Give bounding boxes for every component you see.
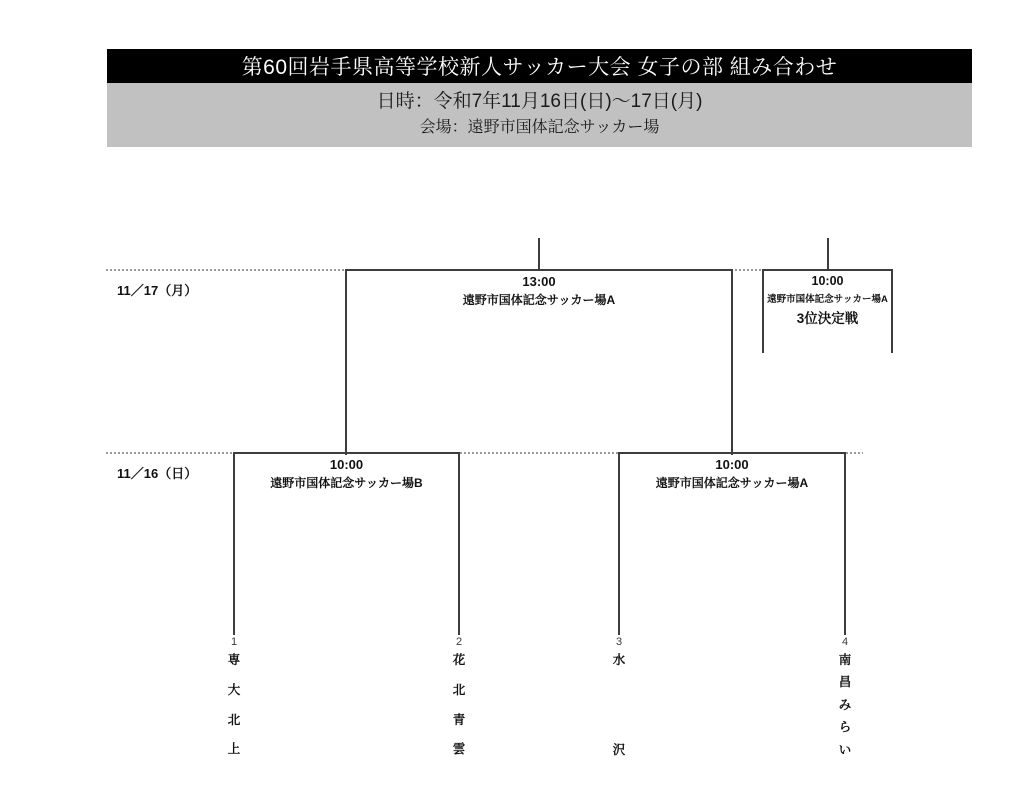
third-place-top-line [762,269,893,271]
team-name-char: 上 [227,742,241,757]
team-name-char: 南 [838,653,852,667]
semifinal1-match-time: 10:00 [329,457,364,472]
semifinal2-top-line [618,452,846,454]
final-match-venue: 遠野市国体記念サッカー場A [462,293,616,307]
day1-date-label: 11／16（日） [117,466,198,481]
day1-guide-dotted-line-right [846,452,863,454]
team-seed-number: 4 [841,636,849,648]
tournament-datetime: 日時：令和7年11月16日(日)～17日(月) [376,91,703,112]
team-name-char: 青 [452,712,466,727]
team-column-1 [223,637,245,756]
team-name-vertical [453,654,466,756]
team-name-char: い [838,742,852,757]
semifinal2-match-venue: 遠野市国体記念サッカー場A [655,476,809,490]
day2-guide-dotted-line-left [106,269,346,271]
tournament-title: 第60回岩手県高等学校新人サッカー大会 女子の部 組み合わせ [241,56,838,79]
tournament-venue: 会場：遠野市国体記念サッカー場 [419,119,660,136]
semifinal1-match-venue: 遠野市国体記念サッカー場B [270,476,423,490]
team-name-char: 北 [452,682,466,697]
team-seed-number: 2 [455,636,463,648]
team-name-vertical [839,654,852,756]
team-name-char: 北 [227,712,241,727]
third-place-match-venue: 遠野市国体記念サッカー場A [767,293,888,305]
team-name-vertical [613,654,626,756]
final-top-line [345,269,733,271]
semifinal1-top-line [233,452,460,454]
team-column-3 [608,637,630,756]
third-place-match-time: 10:00 [811,274,844,288]
champion-connector-line [538,238,540,270]
team-seed-number: 3 [615,636,623,648]
day2-guide-dotted-line-mid [735,269,762,271]
semifinal2-match-info [618,458,846,489]
team-name-char: 雲 [452,742,466,757]
third-place-match-info [762,275,893,326]
semifinal1-match-info [233,458,460,489]
day2-date-label: 11／17（月） [117,283,198,298]
team-column-2 [448,637,470,756]
third-place-winner-line [827,238,829,270]
team-name-char: 花 [452,653,466,667]
team-name-char: ら [838,720,852,735]
semifinal2-match-time: 10:00 [715,457,749,472]
day1-guide-dotted-line-mid [460,452,619,454]
team-name-char: 専 [227,653,241,667]
day1-guide-dotted-line-left [106,452,234,454]
tournament-info-bar [107,83,972,147]
team-name-vertical [228,654,241,756]
third-place-match-label: 3位決定戦 [796,311,859,326]
team-name-char: 沢 [612,742,626,757]
team-name-char: み [838,697,852,712]
tournament-title-bar [107,49,972,83]
final-match-time: 13:00 [522,274,556,289]
team-seed-number: 1 [230,636,238,648]
team-name-char: 昌 [838,675,852,690]
final-match-info [345,275,733,306]
team-column-4 [834,637,856,756]
team-name-char: 大 [227,682,241,697]
team-name-char: 水 [612,653,626,667]
